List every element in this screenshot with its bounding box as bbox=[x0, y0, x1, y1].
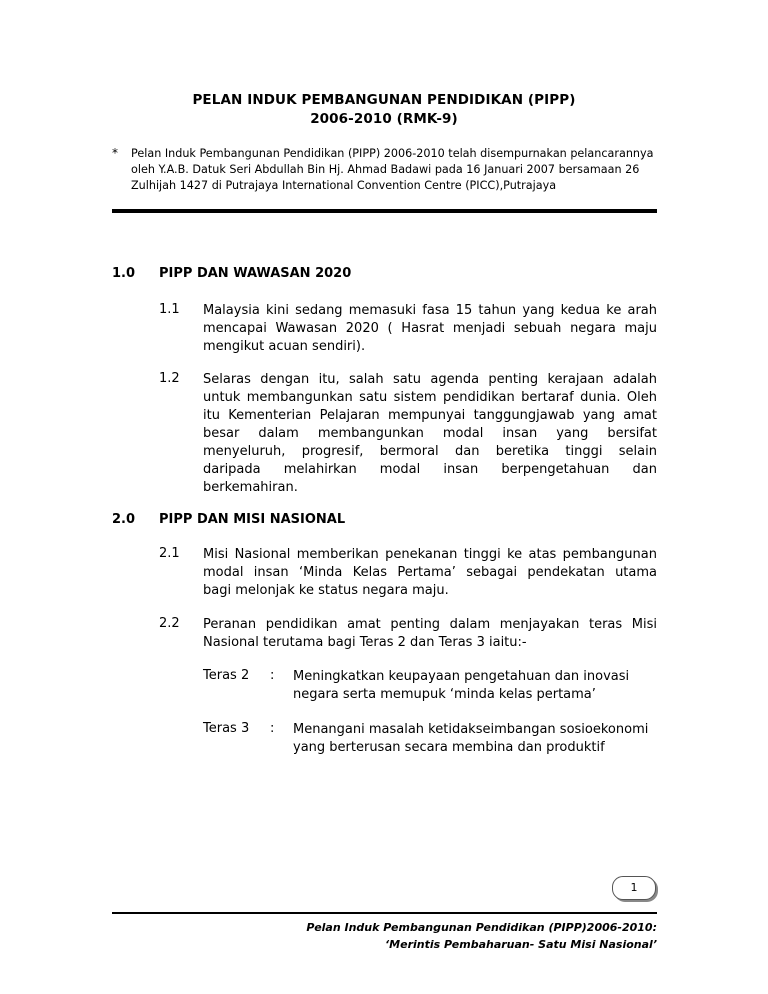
item-number: 2.1 bbox=[159, 546, 180, 561]
paragraph-line: daripada melahirkan modal insan berpengetahuan dan bbox=[203, 462, 657, 477]
paragraph-line: mencapai Wawasan 2020 ( Hasrat menjadi sebuah negara maju bbox=[203, 321, 657, 336]
paragraph-line: berkemahiran. bbox=[203, 480, 298, 495]
paragraph-line: Malaysia kini sedang memasuki fasa 15 tahun yang kedua ke arah bbox=[203, 303, 657, 318]
footer-divider bbox=[112, 912, 657, 914]
teras-label: Teras 2 bbox=[203, 668, 250, 683]
section-number: 2.0 bbox=[112, 512, 136, 527]
note-marker: * bbox=[112, 146, 118, 160]
section-number: 1.0 bbox=[112, 266, 136, 281]
note-line: oleh Y.A.B. Datuk Seri Abdullah Bin Hj. Ahmad Badawi pada 16 Januari 2007 bersamaan 26 bbox=[131, 163, 640, 176]
note-line: Pelan Induk Pembangunan Pendidikan (PIPP) 2006-2010 telah disempurnakan pelancarannya bbox=[131, 147, 654, 160]
teras-colon: : bbox=[270, 668, 275, 683]
paragraph-line: Nasional terutama bagi Teras 2 dan Teras 3 iaitu:- bbox=[203, 635, 527, 650]
teras-description bbox=[293, 668, 657, 704]
footer-title: Pelan Induk Pembangunan Pendidikan (PIPP)2006-2010: bbox=[306, 921, 657, 934]
paragraph-line: Peranan pendidikan amat penting dalam menjayakan teras Misi bbox=[203, 617, 657, 632]
item-number: 2.2 bbox=[159, 616, 180, 631]
paragraph-line: itu Kementerian Pelajaran mempunyai tanggungjawab yang amat bbox=[203, 408, 657, 423]
section-title: PIPP DAN WAWASAN 2020 bbox=[159, 266, 352, 281]
teras-line: Menangani masalah ketidakseimbangan sosioekonomi bbox=[293, 722, 649, 737]
paragraph-line: menyeluruh, progresif, bermoral dan beretika tinggi selain bbox=[203, 444, 657, 459]
footer-subtitle: ‘Merintis Pembaharuan- Satu Misi Nasional’ bbox=[385, 938, 657, 951]
teras-line: negara serta memupuk ‘minda kelas pertama’ bbox=[293, 687, 596, 702]
item-paragraph bbox=[203, 302, 657, 356]
paragraph-line: modal insan ‘Minda Kelas Pertama’ sebagai pendekatan utama bbox=[203, 565, 657, 580]
paragraph-line: bagi melonjak ke status negara maju. bbox=[203, 583, 449, 598]
teras-description bbox=[293, 721, 657, 757]
item-number: 1.1 bbox=[159, 302, 180, 317]
paragraph-line: untuk membangunkan satu sistem pendidikan bertaraf dunia. Oleh bbox=[203, 390, 657, 405]
document-title: PELAN INDUK PEMBANGUNAN PENDIDIKAN (PIPP) bbox=[192, 92, 576, 108]
paragraph-line: Misi Nasional memberikan penekanan tinggi ke atas pembangunan bbox=[203, 547, 657, 562]
item-number: 1.2 bbox=[159, 371, 180, 386]
item-paragraph bbox=[203, 616, 657, 652]
note-line: Zulhijah 1427 di Putrajaya International Convention Centre (PICC),Putrajaya bbox=[131, 179, 557, 192]
teras-colon: : bbox=[270, 721, 275, 736]
section-title: PIPP DAN MISI NASIONAL bbox=[159, 512, 346, 527]
item-paragraph bbox=[203, 371, 657, 497]
page-number-badge: 1 bbox=[612, 876, 656, 900]
paragraph-line: Selaras dengan itu, salah satu agenda penting kerajaan adalah bbox=[203, 372, 657, 387]
teras-line: yang berterusan secara membina dan produktif bbox=[293, 740, 605, 755]
paragraph-line: mengikut acuan sendiri). bbox=[203, 339, 366, 354]
teras-label: Teras 3 bbox=[203, 721, 250, 736]
item-paragraph bbox=[203, 546, 657, 600]
paragraph-line: besar dalam membangunkan modal insan yang bersifat bbox=[203, 426, 657, 441]
document-subtitle: 2006-2010 (RMK-9) bbox=[310, 111, 458, 127]
header-divider bbox=[112, 209, 657, 213]
teras-line: Meningkatkan keupayaan pengetahuan dan inovasi bbox=[293, 669, 630, 684]
